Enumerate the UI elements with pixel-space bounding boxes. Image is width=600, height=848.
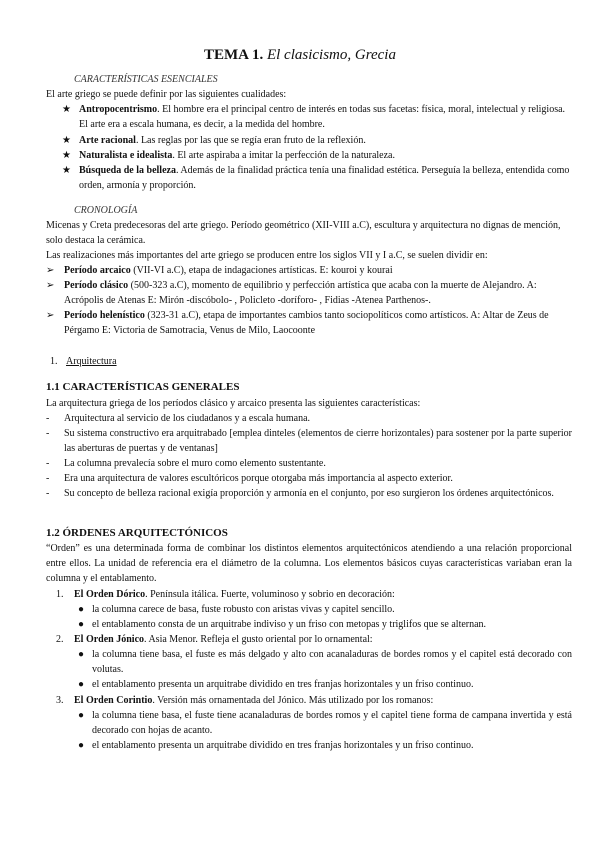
bullet-icon: ● (78, 649, 85, 660)
caracteristicas-intro: El arte griego se puede definir por las siguientes cualidades: (46, 89, 287, 100)
arrow-icon: ➢ (46, 280, 55, 291)
star-icon: ★ (62, 104, 71, 115)
bullet-icon: ● (78, 710, 85, 721)
bullet-icon: ● (78, 619, 85, 630)
generales-heading: 1.1 CARACTERÍSTICAS GENERALES (46, 381, 240, 393)
star-item-4: ★ Búsqueda de la belleza. Además de la finalidad práctica tenía una finalidad estética. Perseguía la belleza, entendida como orden, armonía y proporción. (62, 165, 570, 191)
star-icon: ★ (62, 165, 71, 176)
star-item-1 (62, 102, 572, 132)
bullet-icon: ● (78, 679, 85, 690)
dash-item-2: - Su sistema constructivo era arquitrabado [emplea dinteles (elementos de cierre horizontales) para sostener por la parte superior las aberturas de puertas y de ventanas] (46, 428, 572, 454)
ordenes-intro: “Orden” es una determinada forma de combinar los distintos elementos arquitectónicos atendiendo a una relación proporcional entre ellos. La unidad de referencia era el diámetro de la columna. Los elementos básicos cuyas características variaban eran la columna y el entablamento. (46, 543, 572, 584)
arrow-icon: ➢ (46, 310, 55, 321)
arrow-item-1: ➢ Período arcaico (VII-VI a.C), etapa de indagaciones artísticas. E: kouroi y kourai (46, 265, 393, 276)
title-sub: El clasicismo, Grecia (266, 47, 396, 63)
bullet-item: ● el entablamento consta de un arquitrabe indiviso y un friso con metopas y triglifos que se alternan. (78, 619, 487, 630)
dash-item-3: - La columna prevalecía sobre el muro como elemento sustentante. (46, 458, 326, 469)
title-main: TEMA 1. (204, 47, 264, 63)
arrow-item-3: ➢ Período helenístico (323-31 a.C), etapa de importantes cambios tanto sociopolíticos como artísticos. A: Altar de Zeus de Pérgamo E: Victoria de Samotracia, Venus de Milo, Laocoonte (46, 310, 549, 336)
caracteristicas-heading: CARACTERÍSTICAS ESENCIALES (74, 74, 218, 85)
dash-item-4: - Era una arquitectura de valores escultóricos porque otorgaba más importancia al aspecto exterior. (46, 473, 453, 484)
orden-item-1: 1. El Orden Dórico. Península itálica. Fuerte, voluminoso y sobrio en decoración: (56, 589, 395, 600)
star-item-2: ★ Arte racional. Las reglas por las que se regía eran fruto de la reflexión. (62, 135, 366, 146)
bullet-icon: ● (78, 740, 85, 751)
bullet-item: ● la columna tiene basa, el fuste tiene acanaladuras de bordes romos y el capitel tiene forma de campana invertida y está decorado con hojas de acanto. (78, 710, 572, 736)
cronologia-heading: CRONOLOGÍA (74, 205, 138, 216)
star-item-3: ★ Naturalista e idealista. El arte aspiraba a imitar la perfección de la naturaleza. (62, 150, 395, 161)
ordenes-heading: 1.2 ÓRDENES ARQUITECTÓNICOS (46, 527, 228, 539)
arquitectura-heading: 1. Arquitectura (50, 356, 117, 367)
bullet-item: ● la columna carece de basa, fuste robusto con aristas vivas y capitel sencillo. (78, 604, 395, 615)
bullet-icon: ● (78, 604, 85, 615)
star-icon: ★ (62, 135, 71, 146)
bullet-item: ● el entablamento presenta un arquitrabe dividido en tres franjas horizontales y un friso continuo. (78, 740, 474, 751)
arrow-item-2: ➢ Período clásico (500-323 a.C), momento de equilibrio y perfección artística que acaba con la muerte de Alejandro. A: Acrópolis de Atenas E: Mirón -discóbolo- , Policleto -doríforo- , Fidias -Atenea Parthenos-. (46, 280, 537, 306)
bullet-item: ● la columna tiene basa, el fuste es más delgado y alto con acanaladuras de bordes romos y el capitel está decorado con volutas. (78, 649, 572, 675)
cronologia-p1: Micenas y Creta predecesoras del arte griego. Período geométrico (XII-VIII a.C), escultura y arquitectura no dignas de mención, solo destaca la cerámica. (46, 220, 561, 246)
document-title (0, 46, 600, 64)
star-icon: ★ (62, 150, 71, 161)
cronologia-p2: Las realizaciones más importantes del arte griego se producen entre los siglos VII y I a.C, se suelen dividir en: (46, 250, 488, 261)
star-item-text: Antropocentrismo. El hombre era el principal centro de interés en todas sus facetas: física, moral, intelectual y religiosa. El arte era a escala humana, es decir, a la medida del hombre. (79, 104, 566, 130)
orden-item-3: 3. El Orden Corintio. Versión más ornamentada del Jónico. Más utilizado por los romanos: (56, 695, 434, 706)
dash-item-1: - Arquitectura al servicio de los ciudadanos y a escala humana. (46, 413, 311, 424)
bullet-item: ● el entablamento presenta un arquitrabe dividido en tres franjas horizontales y un friso continuo. (78, 679, 474, 690)
generales-intro: La arquitectura griega de los períodos clásico y arcaico presenta las siguientes características: (46, 398, 421, 409)
dash-item-5: - Su concepto de belleza racional exigía proporción y armonía en el conjunto, por eso surgieron los órdenes arquitectónicos. (46, 488, 554, 499)
arrow-icon: ➢ (46, 265, 55, 276)
orden-item-2: 2. El Orden Jónico. Asia Menor. Refleja el gusto oriental por lo ornamental: (56, 634, 373, 645)
